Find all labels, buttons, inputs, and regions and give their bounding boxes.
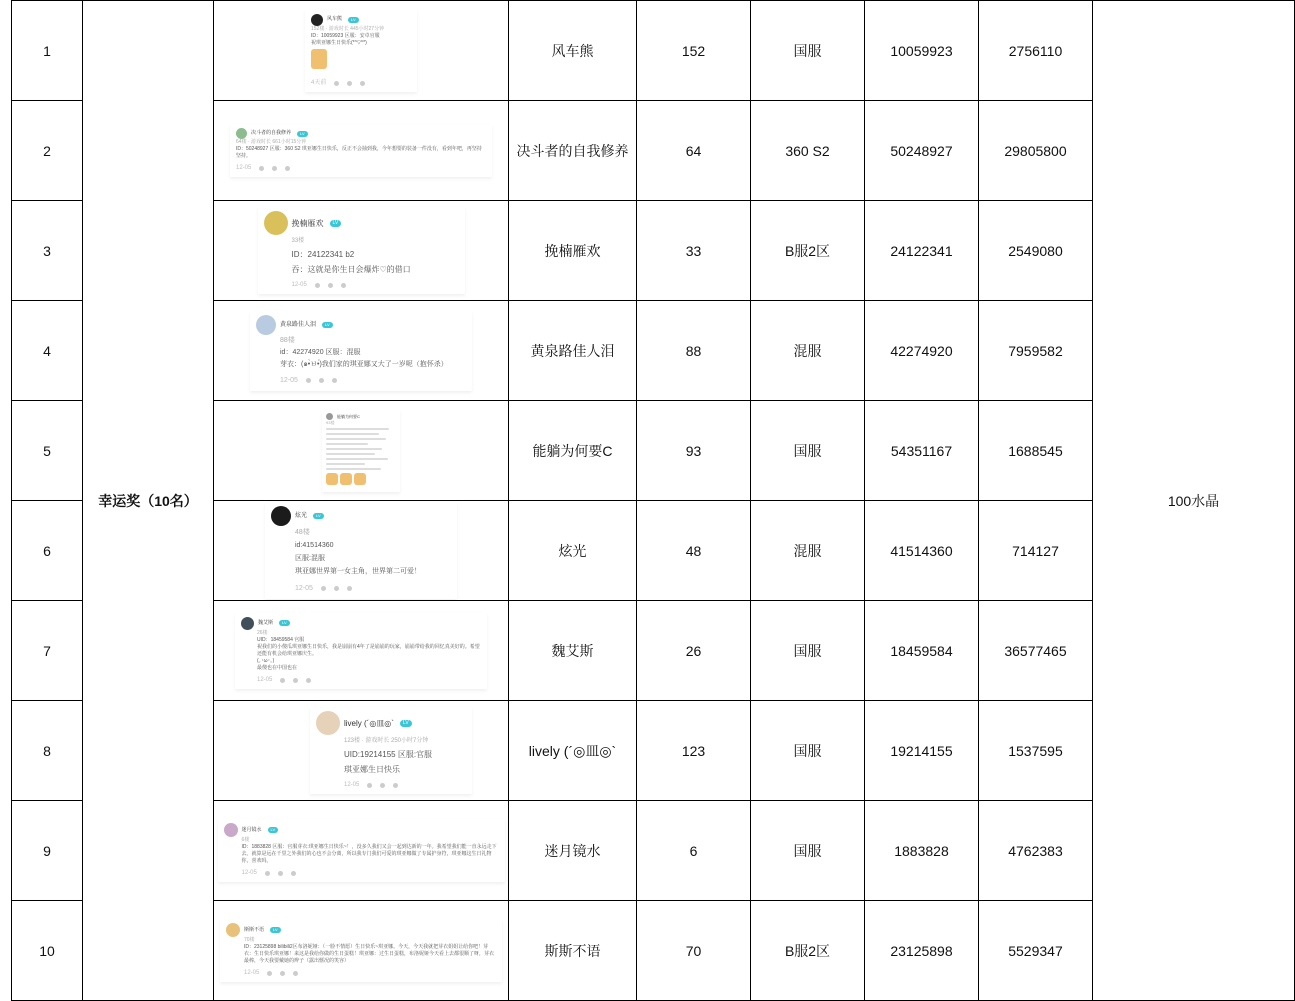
comment-user: 决斗者的自我修养: [251, 130, 292, 136]
comment-user: 迷月镜水: [241, 826, 262, 833]
nickname: 能躺为何要C: [509, 401, 637, 501]
comment-meta: 6楼: [241, 837, 250, 843]
comment-screenshot: [214, 1, 509, 101]
player-id: 1883828: [865, 801, 979, 901]
server: 国服: [751, 601, 865, 701]
heart-icon: [334, 586, 339, 591]
comment-screenshot: [214, 401, 509, 501]
floor-number: 152: [637, 1, 751, 101]
level-badge: LV: [330, 220, 342, 227]
player-id: 42274920: [865, 301, 979, 401]
heart-icon: [380, 783, 385, 788]
player-id: 24122341: [865, 201, 979, 301]
level-badge: LV: [348, 17, 359, 23]
comment-user: 斯斯不语: [244, 926, 265, 933]
level-badge: LV: [400, 720, 412, 727]
comment-time: 12-05: [244, 970, 260, 976]
comment-screenshot: [214, 201, 509, 301]
floor-number: 93: [637, 401, 751, 501]
server: 混服: [751, 501, 865, 601]
floor-number: 26: [637, 601, 751, 701]
extra-number: 1537595: [979, 701, 1093, 801]
player-id: 19214155: [865, 701, 979, 801]
like-icon: [315, 283, 320, 288]
reply-icon: [293, 971, 298, 976]
sticker-image: [311, 49, 327, 69]
server: 360 S2: [751, 101, 865, 201]
comment-meta: 33楼: [291, 238, 305, 244]
comment-user: 黄泉路佳人泪: [280, 321, 317, 328]
comment-time: 12-05: [236, 165, 252, 171]
comment-screenshot: [214, 601, 509, 701]
comment-card: [305, 10, 417, 92]
comment-meta: 70楼: [244, 937, 255, 943]
comment-card: [265, 502, 457, 599]
comment-meta: 88楼: [280, 336, 295, 344]
nickname: 挽楠雁欢: [509, 201, 637, 301]
comment-screenshot: [214, 801, 509, 901]
heart-icon: [347, 81, 352, 86]
row-number: 3: [12, 201, 83, 301]
comment-user: 魏艾斯: [258, 619, 274, 626]
extra-number: 1688545: [979, 401, 1093, 501]
player-id: 23125898: [865, 901, 979, 1001]
floor-number: 33: [637, 201, 751, 301]
like-icon: [367, 783, 372, 788]
comment-user: 能躺为何要C: [337, 413, 360, 419]
sticker-image: [326, 473, 338, 485]
heart-icon: [272, 166, 277, 171]
comment-screenshot: [214, 501, 509, 601]
reply-icon: [393, 783, 398, 788]
nickname: 风车熊: [509, 1, 637, 101]
extra-number: 714127: [979, 501, 1093, 601]
nickname: 斯斯不语: [509, 901, 637, 1001]
comment-screenshot: [214, 101, 509, 201]
floor-number: 48: [637, 501, 751, 601]
avatar: [271, 506, 291, 526]
extra-number: 2549080: [979, 201, 1093, 301]
floor-number: 6: [637, 801, 751, 901]
comment-meta: 93楼: [326, 419, 335, 425]
row-number: 2: [12, 101, 83, 201]
comment-body: UID:19214155 区服:官服 琪亚娜生日快乐: [344, 750, 433, 774]
avatar: [241, 617, 254, 630]
row-number: 8: [12, 701, 83, 801]
row-number: 10: [12, 901, 83, 1001]
row-number: 5: [12, 401, 83, 501]
level-badge: LV: [279, 620, 290, 626]
comment-body: ID：50248927 区服：360 S2 琪亚娜生日快乐，反正不会抽到我，今年想要的装备一件没有，看到年吧，再坚持坚持。: [236, 146, 482, 159]
comment-card: [322, 410, 400, 492]
level-badge: LV: [313, 513, 324, 519]
comment-body: id:41514360 区服:混服 琪亚娜世界第一女主角，世界第二可爱！: [295, 542, 421, 575]
comment-card: [218, 819, 505, 882]
like-icon: [280, 678, 285, 683]
extra-number: 4762383: [979, 801, 1093, 901]
comment-body: id：42274920 区服：混服 芽衣：(๑•̀ㅂ•́)我们家的琪亚娜又大了一岁呢（抱怀杀）: [280, 348, 448, 368]
heart-icon: [319, 378, 324, 383]
extra-number: 5529347: [979, 901, 1093, 1001]
floor-number: 64: [637, 101, 751, 201]
nickname: 迷月镜水: [509, 801, 637, 901]
heart-icon: [278, 871, 283, 876]
row-number: 4: [12, 301, 83, 401]
player-id: 10059923: [865, 1, 979, 101]
player-id: 50248927: [865, 101, 979, 201]
floor-number: 70: [637, 901, 751, 1001]
reply-icon: [332, 378, 337, 383]
like-icon: [321, 586, 326, 591]
extra-number: 36577465: [979, 601, 1093, 701]
comment-time: 12-05: [241, 870, 257, 876]
comment-screenshot: [214, 701, 509, 801]
comment-time: 12-05: [344, 782, 360, 788]
table-row: [12, 1, 1295, 101]
heart-icon: [293, 678, 298, 683]
server: 国服: [751, 701, 865, 801]
comment-time: 12-05: [280, 376, 298, 384]
prize-tier-label: 幸运奖（10名）: [83, 1, 214, 1001]
player-id: 54351167: [865, 401, 979, 501]
comment-time: 4天前: [311, 79, 327, 86]
comment-meta: 64楼 · 游戏时长 661小时15分钟: [236, 139, 307, 145]
server: 国服: [751, 801, 865, 901]
server: 混服: [751, 301, 865, 401]
server: B服2区: [751, 901, 865, 1001]
avatar: [311, 14, 323, 26]
row-number: 1: [12, 1, 83, 101]
comment-body: UID：18459584 官服 祝我们的小傻瓜琪亚娜生日快乐，我是崩崩有4年了是崩崩的玩家，崩崩带给我的回忆真美好的。希望还能有机会给琪亚娜庆生。 (｡･ω･｡) 最傻也在中国也在: [257, 636, 480, 671]
comment-body: ID：1883828 区服：官服芽衣:琪亚娜生日快乐~！，没多久我们又会一起到达新的一年。我希望我们能一直永远走下去。就算是远在千里之外我们的心也不会分离，所以我专门我们可爱的琪亚娜做了专属护身符，琪亚娜这生日礼物你，喜欢吗。: [241, 844, 497, 864]
level-badge: LV: [322, 322, 333, 328]
comment-meta: 48楼: [295, 529, 310, 536]
lucky-prize-table: [11, 0, 1295, 1001]
heart-icon: [280, 971, 285, 976]
comment-time: 12-05: [295, 585, 313, 592]
avatar: [224, 823, 238, 837]
reply-icon: [341, 283, 346, 288]
comment-user: lively (´◎皿◎`: [344, 718, 394, 728]
like-icon: [267, 971, 272, 976]
extra-number: 29805800: [979, 101, 1093, 201]
player-id: 41514360: [865, 501, 979, 601]
comment-body: ID：23125898 bilibili2区布洛妮娅：（一脸不情愿）生日快乐~琪亚娜。今天，今天我就把芽衣姐姐让给你吧！芽衣：生日快乐琪亚娜！来这是我给你做的生日蛋糕！琪亚娜：过生日蛋糕，布洛妮娅今天看上去都很顺了呀，芽衣最棒，今天我要戴她的辫子（露出惬况的笑容）: [244, 944, 495, 964]
floor-number: 123: [637, 701, 751, 801]
nickname: 魏艾斯: [509, 601, 637, 701]
extra-number: 7959582: [979, 301, 1093, 401]
comment-body: ID：10059923 区服：安卓官服 祝琪亚娜生日快乐(*^▽^*): [311, 32, 380, 46]
comment-card: [258, 207, 465, 294]
reply-icon: [360, 81, 365, 86]
heart-icon: [328, 283, 333, 288]
comment-meta: 152楼 · 游戏时长 445小时27分钟: [311, 25, 385, 32]
comment-meta: 26楼: [257, 629, 268, 636]
comment-card: [250, 311, 472, 391]
nickname: 炫光: [509, 501, 637, 601]
level-badge: LV: [297, 131, 308, 137]
comment-card: [235, 613, 487, 689]
server: B服2区: [751, 201, 865, 301]
row-number: 7: [12, 601, 83, 701]
nickname: 黄泉路佳人泪: [509, 301, 637, 401]
reward-label: 100水晶: [1093, 1, 1295, 1001]
reply-icon: [347, 586, 352, 591]
avatar: [226, 923, 240, 937]
level-badge: LV: [270, 927, 281, 933]
extra-number: 2756110: [979, 1, 1093, 101]
tiny-comment-text: [326, 428, 396, 470]
comment-card: [310, 707, 472, 794]
player-id: 18459584: [865, 601, 979, 701]
sticker-image: [354, 473, 366, 485]
comment-screenshot: [214, 901, 509, 1001]
like-icon: [259, 166, 264, 171]
server: 国服: [751, 401, 865, 501]
avatar: [326, 413, 333, 420]
row-number: 9: [12, 801, 83, 901]
comment-card: [220, 919, 502, 982]
row-number: 6: [12, 501, 83, 601]
avatar: [236, 128, 247, 139]
reply-icon: [291, 871, 296, 876]
like-icon: [306, 378, 311, 383]
reply-icon: [306, 678, 311, 683]
avatar: [316, 711, 340, 735]
like-icon: [265, 871, 270, 876]
like-icon: [334, 81, 339, 86]
comment-card: [230, 124, 492, 177]
nickname: lively (´◎皿◎`: [509, 701, 637, 801]
comment-meta: 123楼 · 游戏时长 250小时7分钟: [344, 738, 429, 744]
floor-number: 88: [637, 301, 751, 401]
comment-time: 12-05: [257, 676, 273, 683]
comment-user: 风车熊: [327, 16, 343, 22]
avatar: [256, 315, 276, 335]
avatar: [264, 211, 288, 235]
comment-user: 炫光: [295, 512, 308, 519]
nickname: 决斗者的自我修养: [509, 101, 637, 201]
server: 国服: [751, 1, 865, 101]
level-badge: LV: [268, 827, 279, 833]
comment-body: ID：24122341 b2 吞：这就是你生日会爆炸♡的借口: [291, 250, 411, 274]
sticker-image: [340, 473, 352, 485]
comment-screenshot: [214, 301, 509, 401]
comment-user: 挽楠雁欢: [291, 218, 324, 228]
comment-time: 12-05: [291, 282, 307, 288]
reply-icon: [285, 166, 290, 171]
